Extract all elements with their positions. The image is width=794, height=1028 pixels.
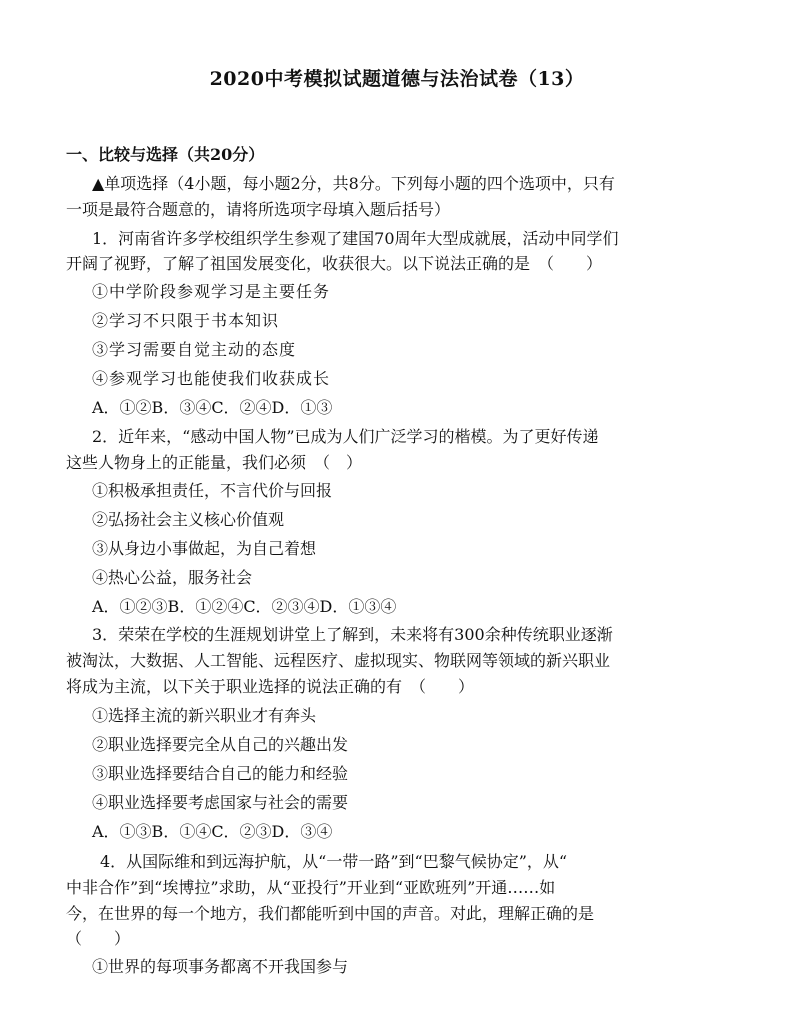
question-stem-line: 这些人物身上的正能量，我们必须 （ ） [66, 453, 363, 472]
question-option: ②弘扬社会主义核心价值观 [92, 510, 285, 529]
question-stem-line: 4．从国际维和到远海护航，从“一带一路”到“巴黎气候协定”，从“ [100, 852, 568, 871]
question-stem-line: 开阔了视野，了解了祖国发展变化，收获很大。以下说法正确的是 （ ） [66, 254, 603, 273]
question-stem-line: （ ） [66, 929, 131, 948]
question-stem-line: 被淘汰，大数据、人工智能、远程医疗、虚拟现实、物联网等领域的新兴职业 [66, 651, 611, 670]
question-option: ②学习不只限于书本知识 [92, 311, 280, 330]
answer-choices: A．①③B．①④C．②③D．③④ [92, 822, 333, 841]
question-stem-line: 2．近年来，“感动中国人物”已成为人们广泛学习的楷模。为了更好传递 [92, 427, 599, 446]
question-option: ①积极承担责任，不言代价与回报 [92, 481, 333, 500]
question-option: ④职业选择要考虑国家与社会的需要 [92, 793, 349, 812]
question-stem-line: 1．河南省许多学校组织学生参观了建国70周年大型成就展，活动中同学们 [92, 229, 619, 248]
question-stem-line: 今，在世界的每一个地方，我们都能听到中国的声音。对此，理解正确的是 [66, 904, 595, 923]
question-option: ③学习需要自觉主动的态度 [92, 340, 297, 359]
question-option: ③从身边小事做起，为自己着想 [92, 539, 317, 558]
question-option: ③职业选择要结合自己的能力和经验 [92, 764, 349, 783]
answer-choices: A．①②③B．①②④C．②③④D．①③④ [92, 597, 397, 616]
question-stem-line: 中非合作”到“埃博拉”求助，从“亚投行”开业到“亚欧班列”开通……如 [66, 878, 556, 897]
question-option: ①中学阶段参观学习是主要任务 [92, 282, 331, 301]
instruction-line: ▲单项选择（4小题，每小题2分，共8分。下列每小题的四个选项中，只有 [92, 174, 615, 193]
question-option: ②职业选择要完全从自己的兴趣出发 [92, 735, 349, 754]
answer-choices: A．①②B．③④C．②④D．①③ [92, 398, 333, 417]
question-option: ④热心公益，服务社会 [92, 568, 253, 587]
question-option: ①世界的每项事务都离不开我国参与 [92, 957, 349, 976]
question-stem-line: 3．荣荣在学校的生涯规划讲堂上了解到，未来将有300余种传统职业逐渐 [92, 625, 613, 644]
section-heading: 一、比较与选择（共20分） [66, 145, 265, 164]
instruction-line: 一项是最符合题意的，请将所选项字母填入题后括号） [66, 200, 451, 219]
question-stem-line: 将成为主流，以下关于职业选择的说法正确的有 （ ） [66, 677, 475, 696]
question-option: ④参观学习也能使我们收获成长 [92, 369, 331, 388]
question-option: ①选择主流的新兴职业才有奔头 [92, 706, 317, 725]
page-title: 2020中考模拟试题道德与法治试卷（13） [209, 68, 585, 90]
